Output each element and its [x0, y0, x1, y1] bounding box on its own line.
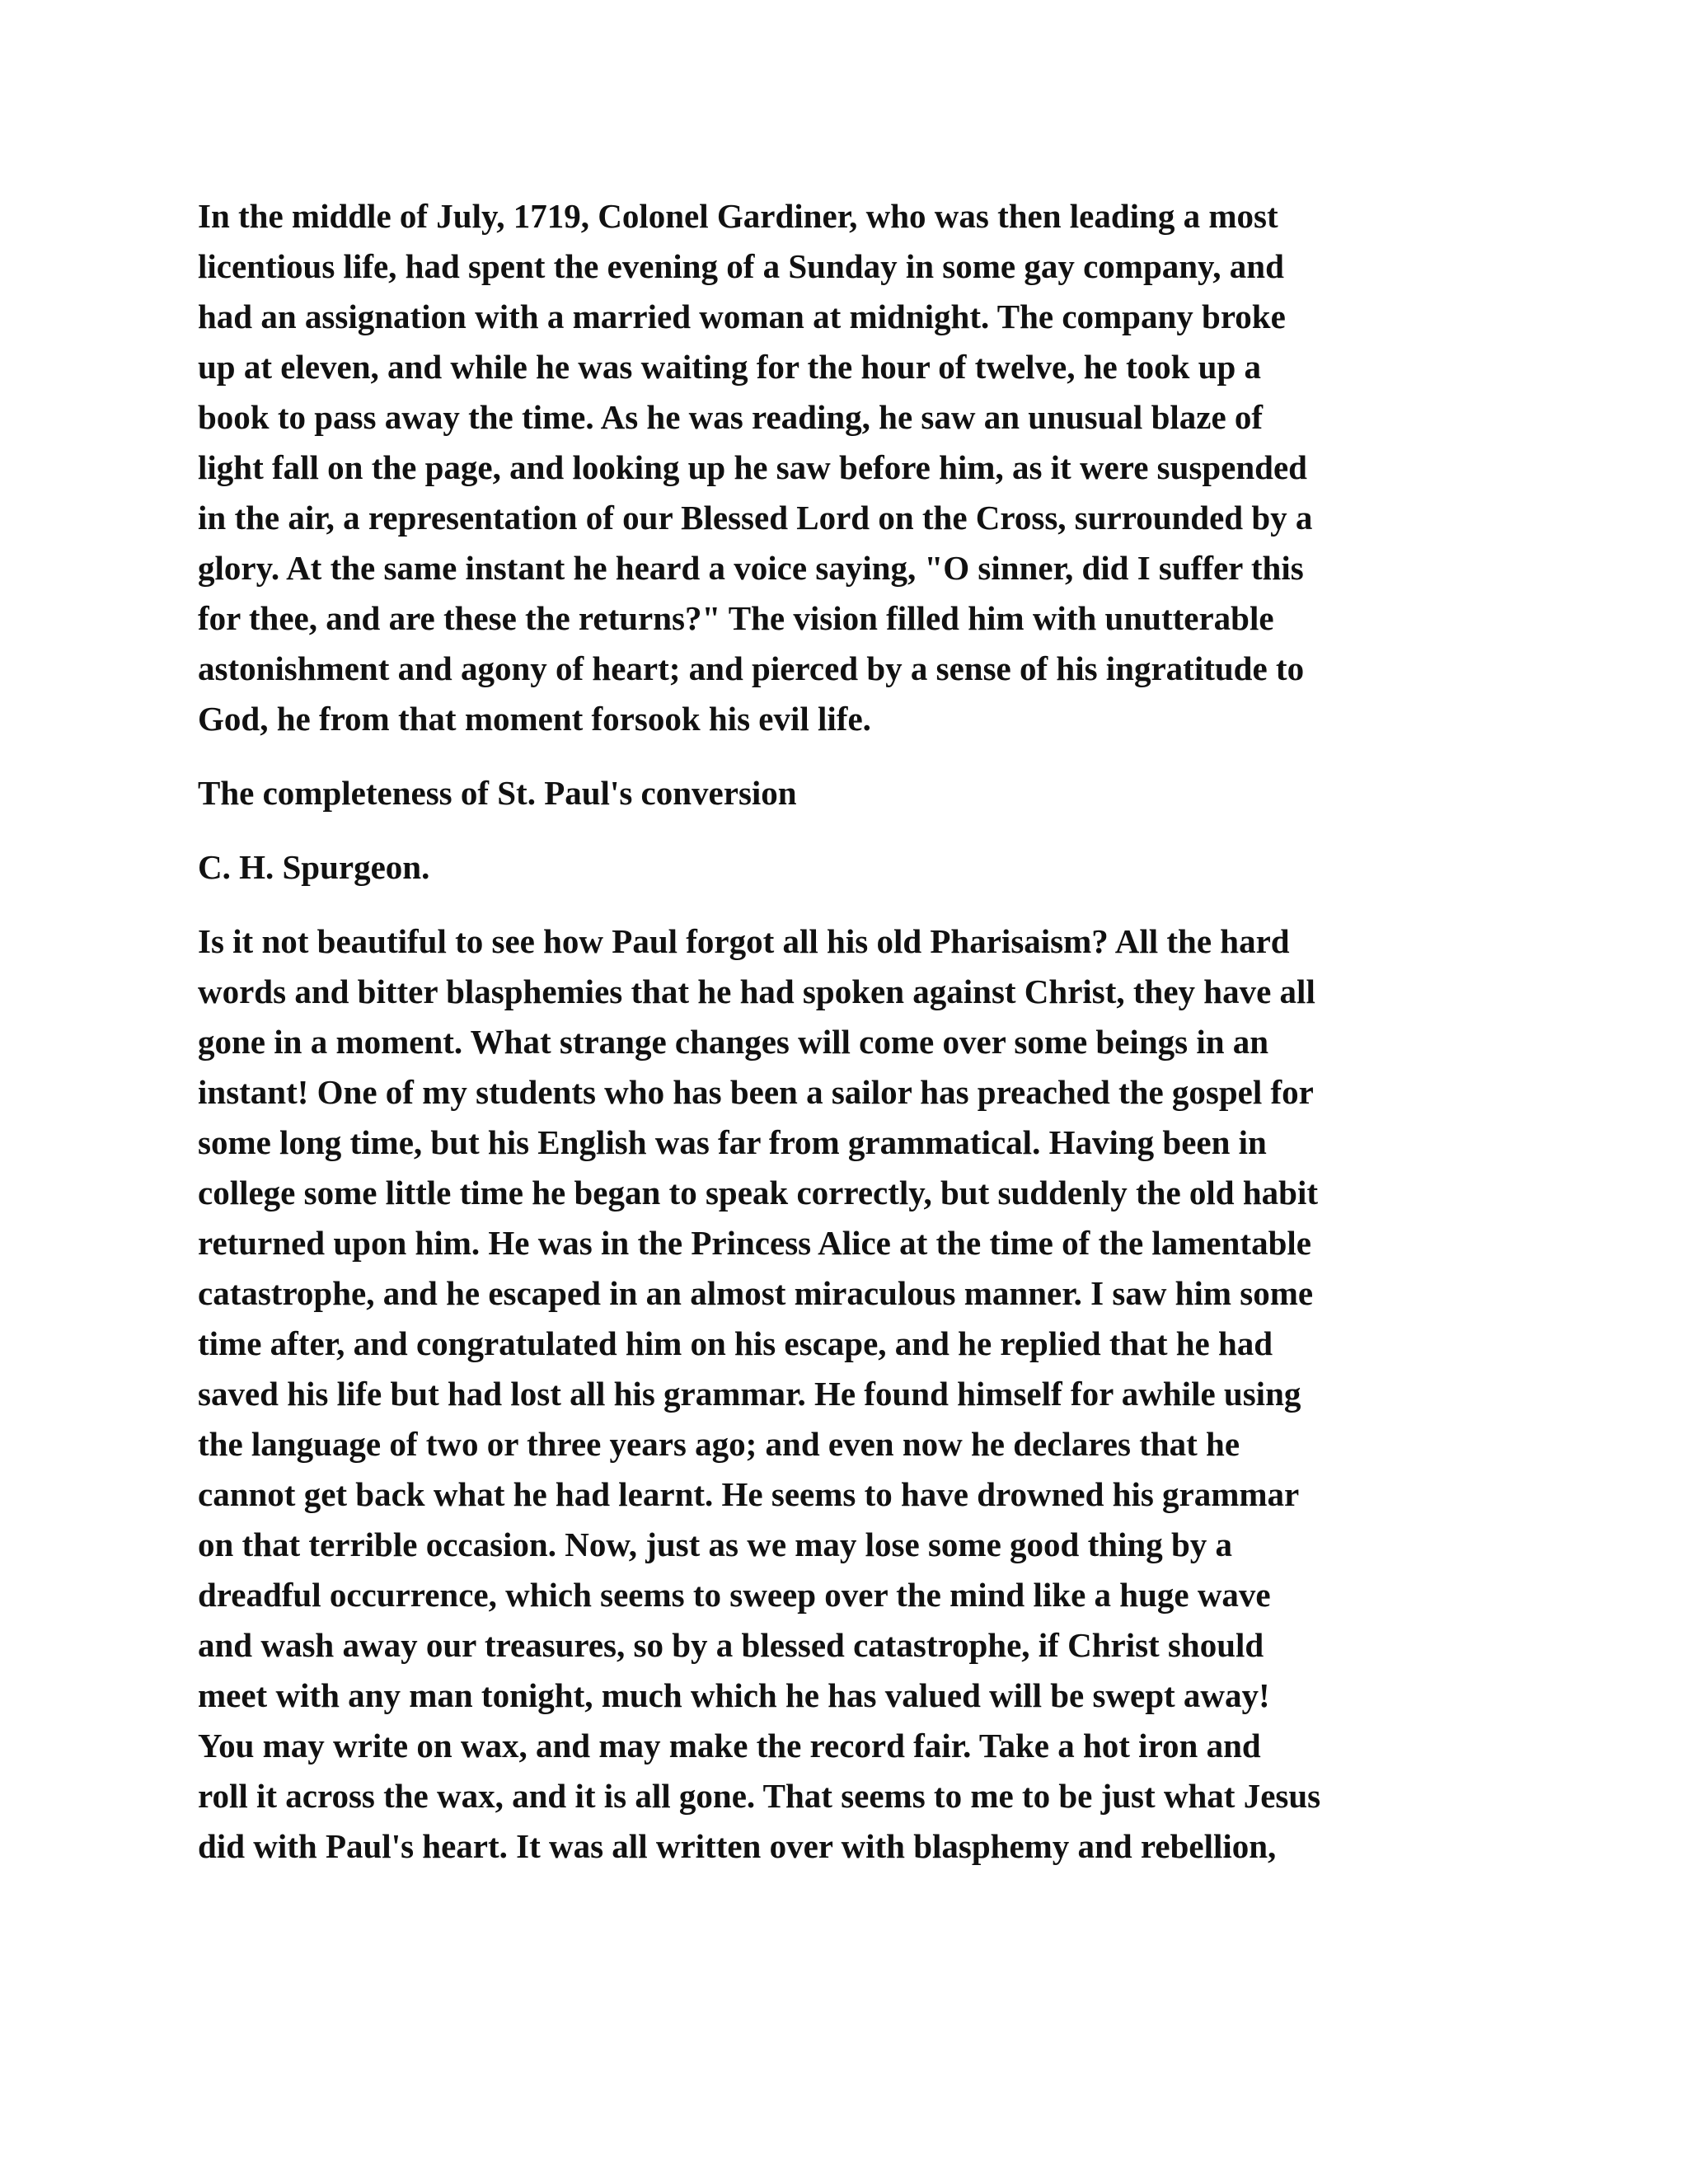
text-line: astonishment and agony of heart; and pierced by a sense of his ingratitude to — [198, 649, 1305, 687]
paragraph-gardiner-story — [198, 191, 1517, 744]
text-line: did with Paul's heart. It was all written over with blasphemy and rebellion, — [198, 1827, 1277, 1865]
text-line: returned upon him. He was in the Princess Alice at the time of the lamentable — [198, 1224, 1311, 1262]
text-line: time after, and congratulated him on his escape, and he replied that he had — [198, 1324, 1273, 1362]
author-attribution — [198, 842, 1517, 893]
text-line: You may write on wax, and may make the record fair. Take a hot iron and — [198, 1727, 1261, 1765]
text-line: book to pass away the time. As he was reading, he saw an unusual blaze of — [198, 398, 1264, 436]
text-line: cannot get back what he had learnt. He seems to have drowned his grammar — [198, 1475, 1300, 1513]
text-line: In the middle of July, 1719, Colonel Gardiner, who was then leading a most — [198, 197, 1278, 235]
text-line: up at eleven, and while he was waiting for the hour of twelve, he took up a — [198, 348, 1262, 386]
text-line: gone in a moment. What strange changes will come over some beings in an — [198, 1023, 1269, 1061]
text-line: and wash away our treasures, so by a blessed catastrophe, if Christ should — [198, 1626, 1264, 1664]
text-line: glory. At the same instant he heard a voice saying, "O sinner, did I suffer this — [198, 549, 1304, 587]
text-line: the language of two or three years ago; and even now he declares that he — [198, 1425, 1240, 1463]
text-line: God, he from that moment forsook his evil life. — [198, 700, 871, 738]
text-line: licentious life, had spent the evening of a Sunday in some gay company, and — [198, 247, 1284, 285]
text-line: for thee, and are these the returns?" The vision filled him with unutterable — [198, 599, 1274, 637]
heading-line: The completeness of St. Paul's conversion — [198, 774, 797, 812]
text-line: saved his life but had lost all his grammar. He found himself for awhile using — [198, 1375, 1301, 1413]
document-body — [198, 191, 1517, 1896]
author-line: C. H. Spurgeon. — [198, 848, 430, 886]
text-line: catastrophe, and he escaped in an almost miraculous manner. I saw him some — [198, 1274, 1314, 1312]
text-line: meet with any man tonight, much which he has valued will be swept away! — [198, 1676, 1270, 1714]
text-line: college some little time he began to speak correctly, but suddenly the old habit — [198, 1174, 1319, 1212]
text-line: dreadful occurrence, which seems to sweep over the mind like a huge wave — [198, 1576, 1271, 1614]
text-line: in the air, a representation of our Blessed Lord on the Cross, surrounded by a — [198, 499, 1313, 537]
text-line: Is it not beautiful to see how Paul forgot all his old Pharisaism? All the hard — [198, 922, 1290, 960]
text-line: words and bitter blasphemies that he had spoken against Christ, they have all — [198, 972, 1315, 1010]
text-line: instant! One of my students who has been a sailor has preached the gospel for — [198, 1073, 1314, 1111]
text-line: roll it across the wax, and it is all gone. That seems to me to be just what Jesus — [198, 1777, 1321, 1815]
text-line: some long time, but his English was far from grammatical. Having been in — [198, 1123, 1267, 1161]
text-line: had an assignation with a married woman at midnight. The company broke — [198, 298, 1286, 335]
text-line: on that terrible occasion. Now, just as we may lose some good thing by a — [198, 1526, 1233, 1563]
section-heading — [198, 768, 1517, 818]
text-line: light fall on the page, and looking up he saw before him, as it were suspended — [198, 448, 1307, 486]
paragraph-spurgeon-sermon — [198, 916, 1517, 1872]
